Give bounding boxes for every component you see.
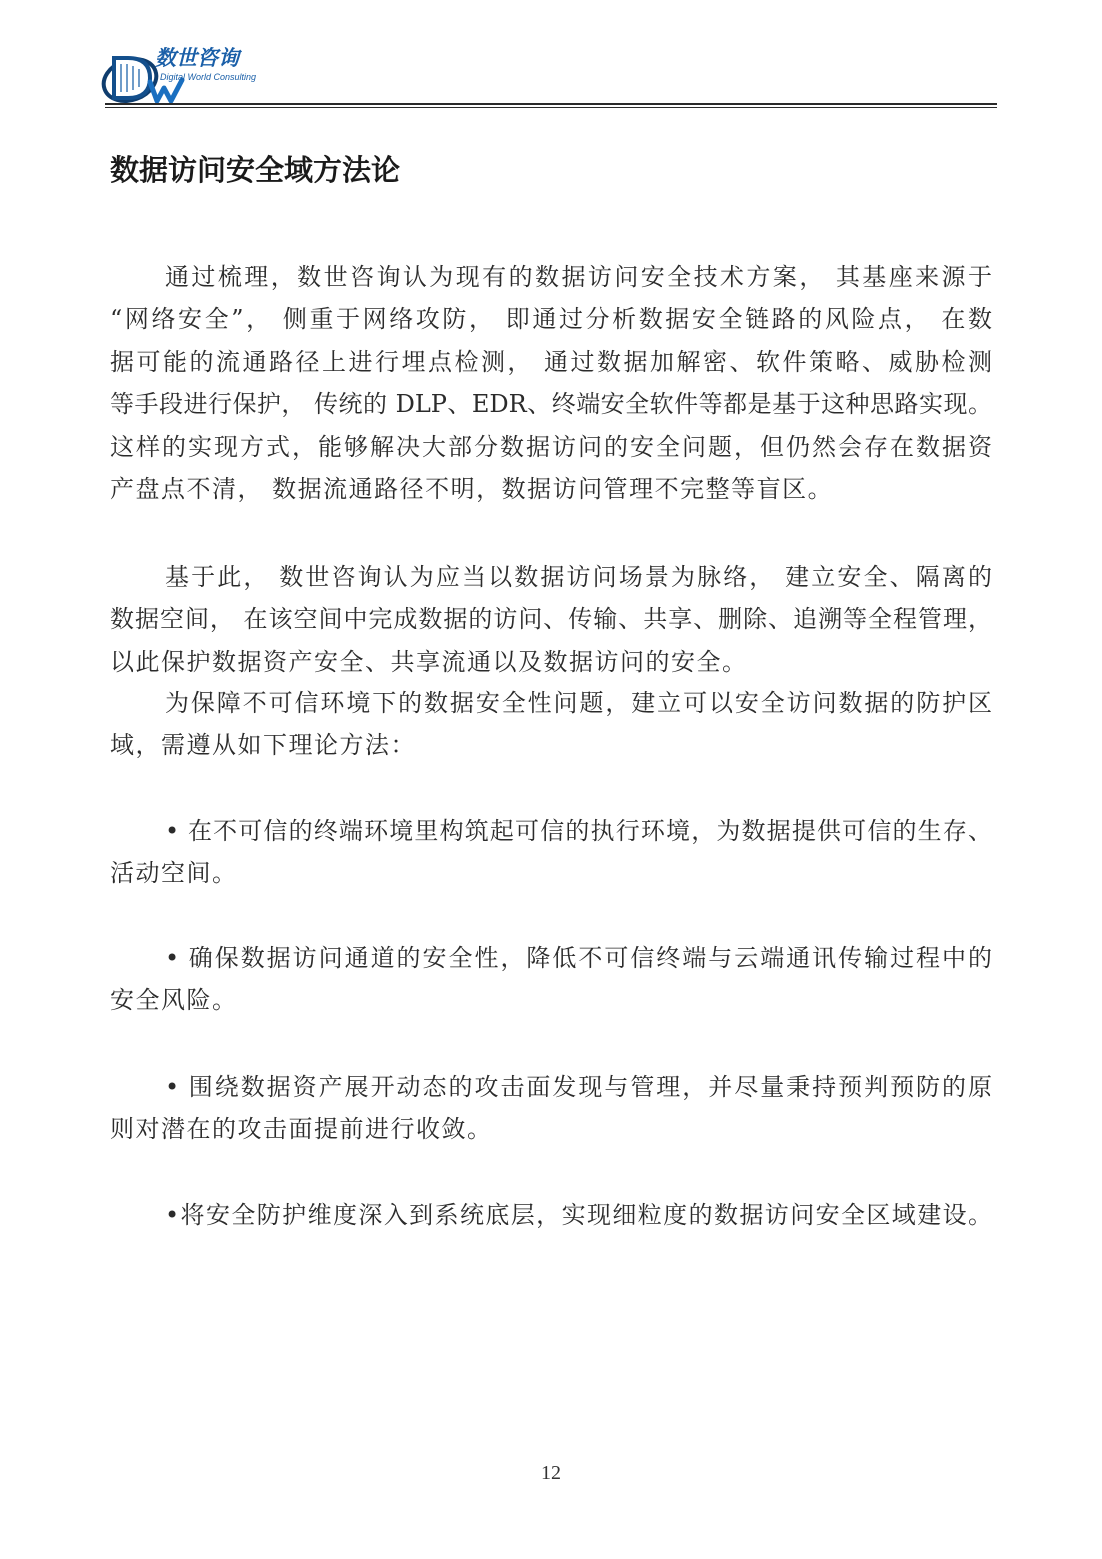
bullet-line: 活动空间。 <box>110 859 238 888</box>
paragraph-line: 据可能的流通路径上进行埋点检测， 通过数据加解密、软件策略、威胁检测 <box>110 347 992 376</box>
bullet-line: 则对潜在的攻击面提前进行收敛。 <box>110 1115 493 1144</box>
logo-name-english: Digital World Consulting <box>160 72 257 82</box>
bullet-item-1 <box>110 810 992 895</box>
paragraph-3 <box>110 682 992 767</box>
paragraph-line: “网络安全”， 侧重于网络攻防， 即通过分析数据安全链路的风险点， 在数 <box>110 305 992 334</box>
paragraph-line: 为保障不可信环境下的数据安全性问题，建立可以安全访问数据的防护区 <box>165 689 992 717</box>
paragraph-line: 以此保护数据资产安全、共享流通以及数据访问的安全。 <box>110 647 748 676</box>
paragraph-2 <box>110 556 992 683</box>
page-number: 12 <box>541 1462 561 1484</box>
logo-name-chinese: 数世咨询 <box>155 46 239 70</box>
paragraph-1 <box>110 256 992 510</box>
bullet-line: • 确保数据访问通道的安全性，降低不可信终端与云端通讯传输过程中的 <box>165 944 992 972</box>
bullet-line: • 在不可信的终端环境里构筑起可信的执行环境，为数据提供可信的生存、 <box>165 817 992 845</box>
company-logo <box>100 38 280 108</box>
paragraph-line: 数据空间， 在该空间中完成数据的访问、传输、共享、删除、追溯等全程管理， <box>110 605 992 634</box>
paragraph-line: 产盘点不清， 数据流通路径不明，数据访问管理不完整等盲区。 <box>110 474 834 503</box>
bullet-item-3 <box>110 1066 992 1151</box>
header-divider <box>105 103 997 108</box>
section-title: 数据访问安全域方法论 <box>110 153 401 187</box>
paragraph-line: 这样的实现方式，能够解决大部分数据访问的安全问题，但仍然会存在数据资 <box>110 432 992 461</box>
bullet-line: • 围绕数据资产展开动态的攻击面发现与管理，并尽量秉持预判预防的原 <box>165 1073 992 1101</box>
bullet-item-2 <box>110 937 992 1022</box>
paragraph-line: 等手段进行保护， 传统的 DLP、EDR、终端安全软件等都是基于这种思路实现。 <box>110 390 992 419</box>
bullet-item-4 <box>110 1194 992 1236</box>
paragraph-line: 基于此， 数世咨询认为应当以数据访问场景为脉络， 建立安全、隔离的 <box>165 563 992 591</box>
paragraph-line: 域，需遵从如下理论方法： <box>110 731 416 760</box>
bullet-line: •将安全防护维度深入到系统底层，实现细粒度的数据访问安全区域建设。 <box>165 1201 992 1229</box>
bullet-line: 安全风险。 <box>110 986 238 1015</box>
paragraph-line: 通过梳理，数世咨询认为现有的数据访问安全技术方案， 其基座来源于 <box>165 263 992 291</box>
